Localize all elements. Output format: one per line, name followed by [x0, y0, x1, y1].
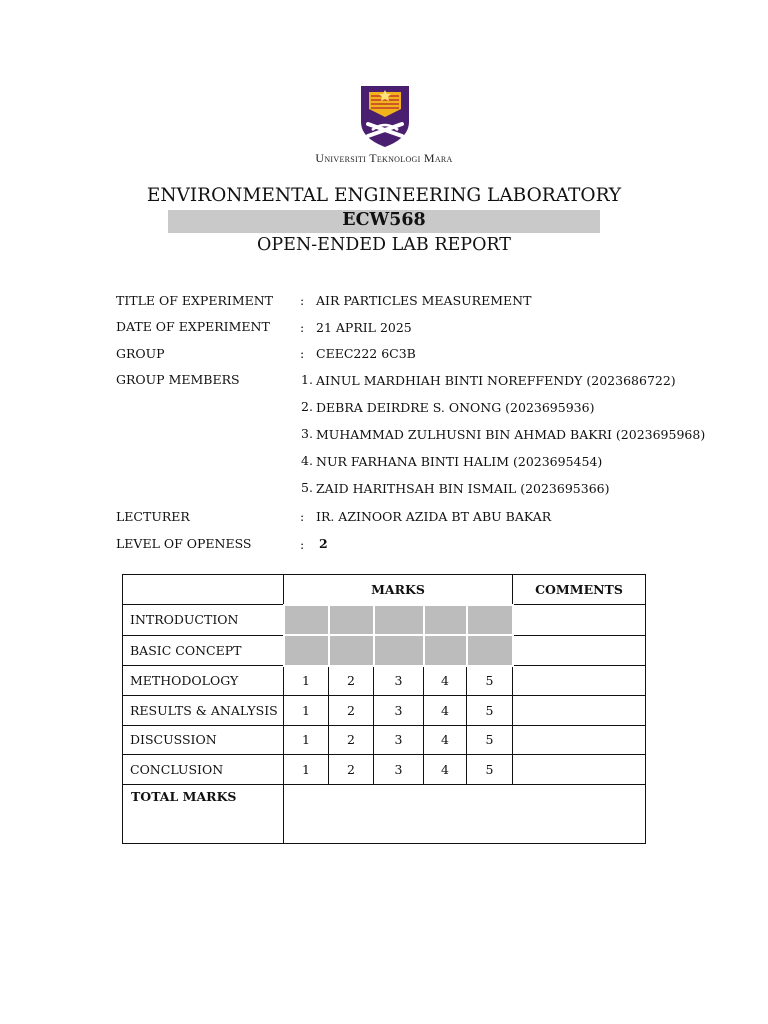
comment-cell	[513, 755, 646, 785]
table-row	[123, 696, 646, 726]
comment-cell	[513, 635, 646, 666]
table-row	[123, 725, 646, 755]
score-cell: 4	[424, 725, 467, 755]
lecturer-colon: :	[300, 509, 305, 524]
course-code: ECW568	[342, 210, 426, 230]
member-name: NUR FARHANA BINTI HALIM (2023695454)	[316, 454, 603, 469]
score-cell: 2	[329, 666, 374, 696]
date-label: DATE OF EXPERIMENT	[116, 319, 270, 334]
comment-cell	[513, 605, 646, 636]
table-row	[123, 635, 646, 666]
score-cell: 3	[374, 666, 424, 696]
university-name: Universiti Teknologi Mara	[315, 151, 453, 165]
empty-header-cell	[123, 575, 284, 605]
member-name: ZAID HARITHSAH BIN ISMAIL (2023695366)	[316, 481, 610, 496]
group-label: GROUP	[116, 346, 165, 361]
comment-cell	[513, 696, 646, 726]
score-cell: 2	[329, 725, 374, 755]
total-marks-cell	[284, 784, 646, 843]
score-cell: 1	[284, 755, 329, 785]
table-row	[123, 666, 646, 696]
member-name: DEBRA DEIRDRE S. ONONG (2023695936)	[316, 400, 595, 415]
score-cell	[329, 635, 374, 666]
table-header-row	[123, 575, 646, 605]
score-cell: 5	[467, 696, 513, 726]
score-cell: 1	[284, 725, 329, 755]
total-marks-label: TOTAL MARKS	[123, 784, 284, 843]
marks-header: MARKS	[284, 575, 513, 605]
score-cell: 4	[424, 696, 467, 726]
lecturer-label: LECTURER	[116, 509, 190, 524]
table-row	[123, 755, 646, 785]
score-cell	[424, 605, 467, 636]
title-label: TITLE OF EXPERIMENT	[116, 293, 274, 308]
score-cell: 5	[467, 725, 513, 755]
table-row	[123, 605, 646, 636]
criterion-label: METHODOLOGY	[123, 666, 284, 696]
member-name: MUHAMMAD ZULHUSNI BIN AHMAD BAKRI (2023695968)	[316, 427, 706, 442]
score-cell	[374, 635, 424, 666]
score-cell	[467, 635, 513, 666]
member-number: 5.	[301, 480, 313, 495]
score-cell	[329, 605, 374, 636]
uitm-crest-logo	[358, 84, 412, 148]
score-cell: 3	[374, 696, 424, 726]
lecturer-value: IR. AZINOOR AZIDA BT ABU BAKAR	[316, 509, 552, 524]
date-value: 21 APRIL 2025	[316, 320, 412, 335]
criterion-label: DISCUSSION	[123, 725, 284, 755]
score-cell	[374, 605, 424, 636]
members-label: GROUP MEMBERS	[116, 372, 240, 387]
score-cell: 4	[424, 666, 467, 696]
title-colon: :	[300, 293, 305, 308]
score-cell: 5	[467, 755, 513, 785]
openness-colon: :	[300, 537, 305, 552]
member-name: AINUL MARDHIAH BINTI NOREFFENDY (2023686722)	[316, 373, 676, 388]
criterion-label: BASIC CONCEPT	[123, 635, 284, 666]
member-number: 2.	[301, 399, 313, 414]
group-value: CEEC222 6C3B	[316, 346, 416, 361]
total-row	[123, 784, 646, 843]
score-cell: 4	[424, 755, 467, 785]
criterion-label: CONCLUSION	[123, 755, 284, 785]
openness-label: LEVEL OF OPENESS	[116, 536, 252, 551]
group-colon: :	[300, 346, 305, 361]
marks-table	[122, 574, 646, 844]
score-cell: 2	[329, 696, 374, 726]
score-cell: 3	[374, 725, 424, 755]
score-cell: 2	[329, 755, 374, 785]
lab-title: ENVIRONMENTAL ENGINEERING LABORATORY	[146, 185, 622, 206]
score-cell	[284, 605, 329, 636]
comments-header: COMMENTS	[513, 575, 646, 605]
comment-cell	[513, 666, 646, 696]
criterion-label: RESULTS & ANALYSIS	[123, 696, 284, 726]
score-cell	[424, 635, 467, 666]
member-number: 4.	[301, 453, 313, 468]
score-cell: 5	[467, 666, 513, 696]
score-cell: 1	[284, 666, 329, 696]
score-cell	[284, 635, 329, 666]
openness-value: 2	[319, 536, 328, 551]
member-number: 1.	[301, 372, 313, 387]
score-cell: 3	[374, 755, 424, 785]
report-type: OPEN-ENDED LAB REPORT	[257, 235, 511, 255]
criterion-label: INTRODUCTION	[123, 605, 284, 636]
date-colon: :	[300, 320, 305, 335]
comment-cell	[513, 725, 646, 755]
member-number: 3.	[301, 426, 313, 441]
score-cell: 1	[284, 696, 329, 726]
score-cell	[467, 605, 513, 636]
title-value: AIR PARTICLES MEASUREMENT	[316, 293, 532, 308]
